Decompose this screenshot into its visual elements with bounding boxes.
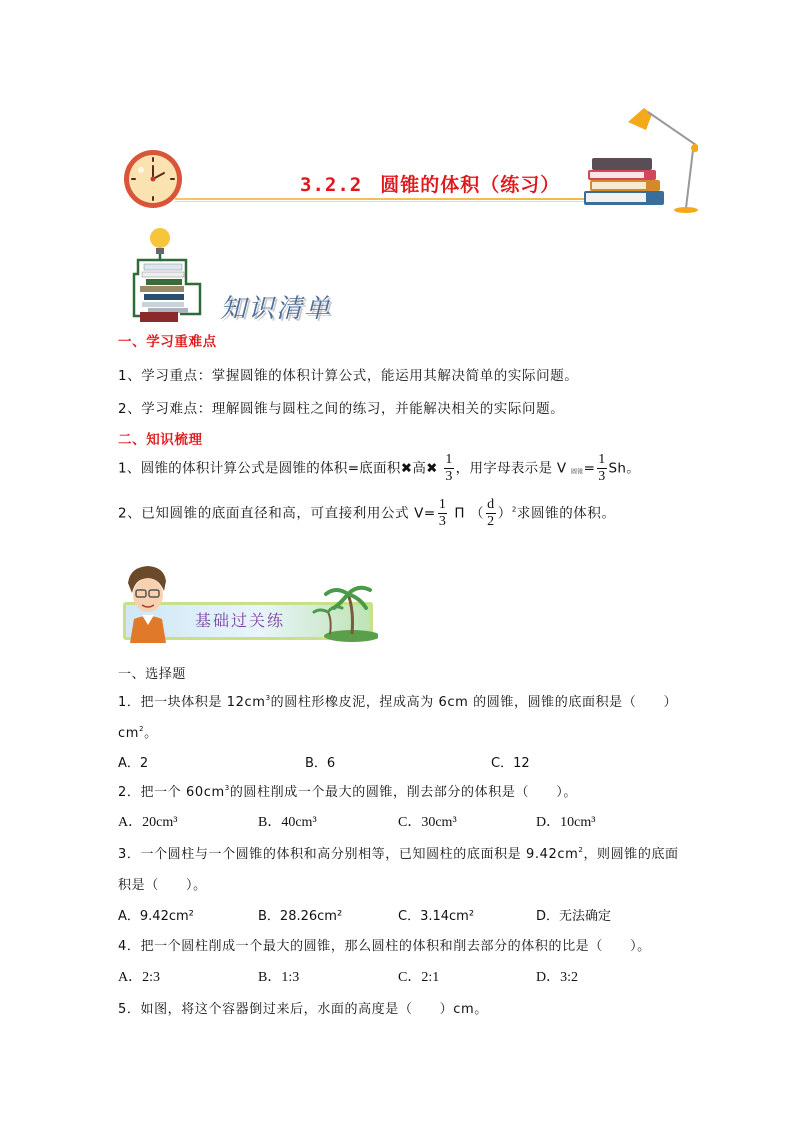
text: ，用字母表示是 V <box>455 460 567 477</box>
exponent: 3 <box>265 694 271 702</box>
title-underline <box>175 198 590 200</box>
pi-symbol: Π <box>454 505 466 522</box>
text: ） <box>497 505 512 522</box>
option-c[interactable]: C．12 <box>491 756 530 771</box>
exponent: 2 <box>578 846 584 854</box>
option-d[interactable]: D．3:2 <box>536 970 578 985</box>
denominator: 3 <box>438 514 447 529</box>
numerator: 1 <box>445 452 453 467</box>
option-b[interactable]: B．6 <box>305 756 336 771</box>
option-b[interactable]: B．28.26cm² <box>258 909 343 924</box>
text: 求圆锥的体积。 <box>516 505 616 522</box>
question-1-continued <box>118 722 158 741</box>
text: 。 <box>144 726 158 741</box>
denominator: 3 <box>598 469 606 484</box>
text: 2．把一个 60cm <box>118 785 225 800</box>
key-point-1: 1、学习重点：掌握圆锥的体积计算公式，能运用其解决简单的实际问题。 <box>118 368 579 384</box>
practice-banner-title: 基础过关练 <box>195 611 286 630</box>
text: cm <box>118 726 140 741</box>
text: 高 <box>412 460 427 477</box>
option-a[interactable]: A．2 <box>118 756 149 771</box>
knowledge-item-2 <box>118 497 616 530</box>
question-4: 4．把一个圆柱削成一个最大的圆锥，那么圆柱的体积和削去部分的体积的比是（ ）。 <box>118 939 651 954</box>
fraction-one-third <box>597 452 606 485</box>
text: 2、已知圆锥的底面直径和高，可直接利用公式 V= <box>118 505 436 522</box>
option-c[interactable]: C．30cm³ <box>398 815 457 830</box>
text: 的圆柱形橡皮泥，捏成高为 6cm 的圆锥，圆锥的底面积是（ ） <box>270 695 678 710</box>
page-title <box>300 170 560 197</box>
title-underline-thin <box>175 201 590 202</box>
denominator: 3 <box>445 469 453 484</box>
section-number: 3.2.2 <box>300 174 363 196</box>
text: 的圆柱削成一个最大的圆锥，削去部分的体积是（ ）。 <box>229 785 577 800</box>
denominator: 2 <box>487 514 495 529</box>
question-3 <box>118 843 679 862</box>
option-b[interactable]: B．1:3 <box>258 970 300 985</box>
fraction-one-third <box>444 452 453 485</box>
option-c[interactable]: C．3.14cm² <box>398 909 475 924</box>
knowledge-banner-title: 知识清单 <box>220 294 333 324</box>
subscript-cone: 圆锥 <box>571 468 584 476</box>
option-a[interactable]: A．20cm³ <box>118 815 178 830</box>
option-c[interactable]: C．2:1 <box>398 970 440 985</box>
section-heading-choice: 一、选择题 <box>118 667 187 682</box>
lightbulb-books-icon <box>130 224 220 322</box>
key-point-2: 2、学习难点：理解圆锥与圆柱之间的练习，并能解决相关的实际问题。 <box>118 401 565 417</box>
section-heading-knowledge-review: 二、知识梳理 <box>118 432 203 448</box>
question-5: 5．如图，将这个容器倒过来后，水面的高度是（ ）cm。 <box>118 1002 488 1017</box>
question-3-continued: 积是（ ）。 <box>118 878 207 893</box>
option-b[interactable]: B．40cm³ <box>258 815 317 830</box>
exponent: 2 <box>139 725 145 733</box>
numerator: 1 <box>598 452 606 467</box>
text: 1、圆锥的体积计算公式是圆锥的体积=底面积 <box>118 460 401 477</box>
numerator: d <box>487 497 495 512</box>
text: 3．一个圆柱与一个圆锥的体积和高分别相等，已知圆柱的底面积是 9.42cm <box>118 847 579 862</box>
times-icon: ✖ <box>400 460 413 477</box>
exponent: 2 <box>511 505 517 514</box>
text: 1．把一块体积是 12cm <box>118 695 266 710</box>
text: Sh。 <box>608 460 641 477</box>
question-2 <box>118 781 577 800</box>
knowledge-item-1 <box>118 452 640 485</box>
books-lamp-icon <box>578 100 698 215</box>
teacher-cartoon-icon <box>120 563 175 643</box>
option-d[interactable]: D．无法确定 <box>536 909 612 924</box>
palm-tree-icon <box>312 580 378 642</box>
text: （ <box>470 505 485 522</box>
fraction-one-third <box>438 497 448 530</box>
section-heading-key-points: 一、学习重难点 <box>118 334 217 350</box>
times-icon: ✖ <box>426 460 438 477</box>
question-1 <box>118 691 677 710</box>
option-a[interactable]: A．2:3 <box>118 970 160 985</box>
text: ，则圆锥的底面 <box>583 847 679 862</box>
fraction-d-over-2 <box>486 497 496 530</box>
option-d[interactable]: D．10cm³ <box>536 815 596 830</box>
title-text: 圆锥的体积（练习） <box>380 174 561 196</box>
numerator: 1 <box>438 497 447 512</box>
exponent: 3 <box>224 784 230 792</box>
text: = <box>583 460 596 477</box>
option-a[interactable]: A．9.42cm² <box>118 909 194 924</box>
